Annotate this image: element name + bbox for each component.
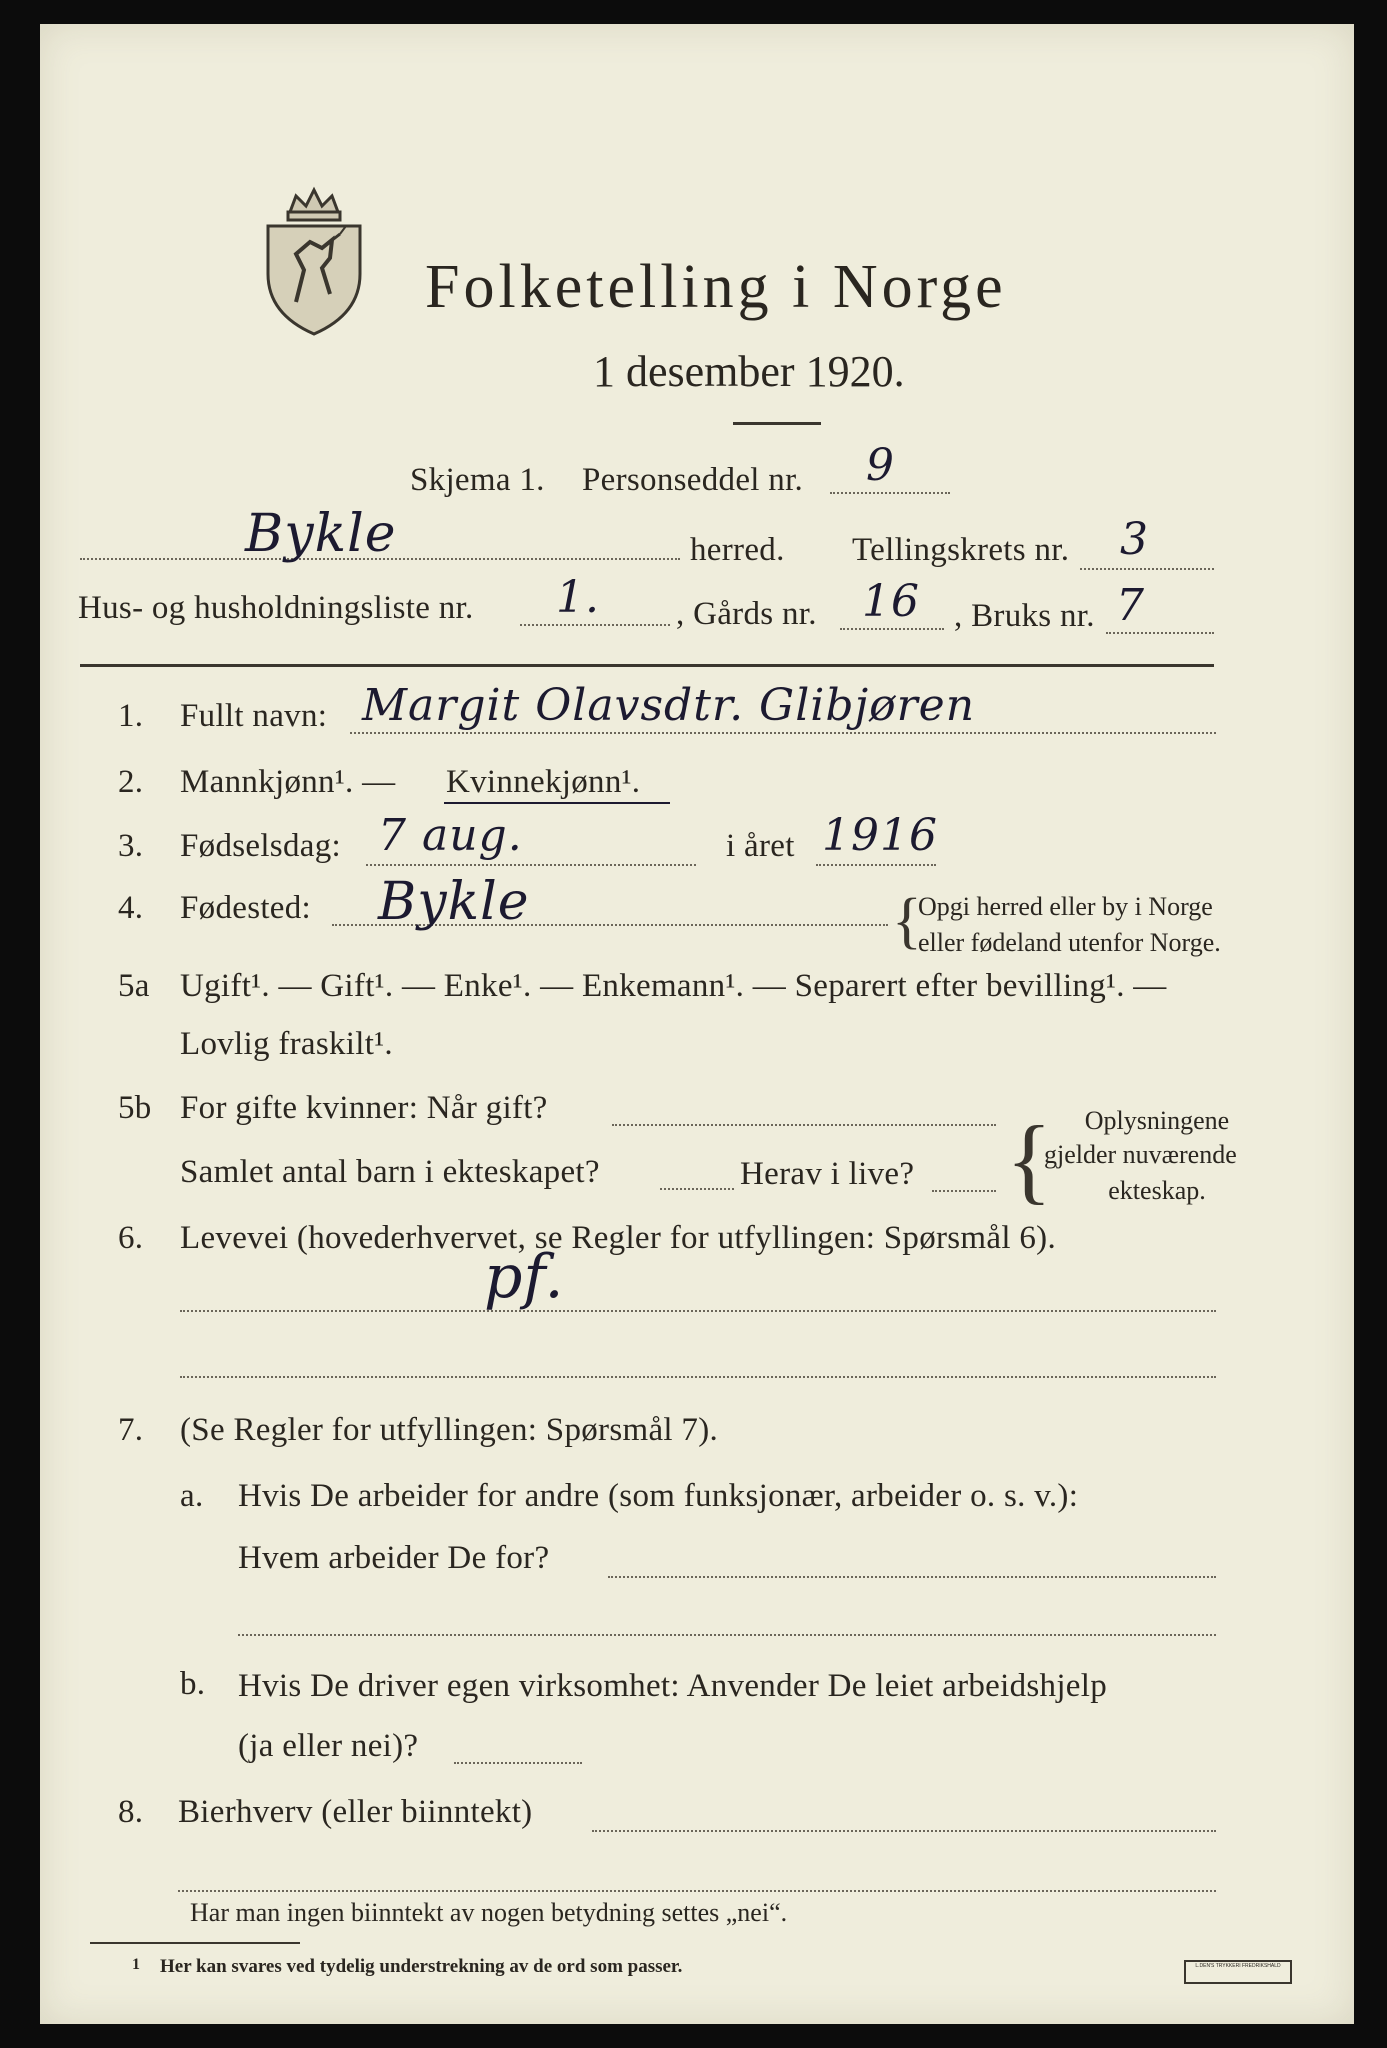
q8-label: Bierhverv (eller biinntekt)	[178, 1794, 533, 1830]
footnote-text: Her kan svares ved tydelig understrekning av de ord som passer.	[160, 1956, 683, 1977]
q3-number: 3.	[118, 828, 144, 864]
q7b-line-2: (ja eller nei)?	[238, 1728, 419, 1764]
q5a-number: 5a	[118, 968, 150, 1004]
personseddel-value: 9	[866, 440, 895, 491]
footnote-rule	[90, 1942, 300, 1944]
gards-label: , Gårds nr.	[676, 596, 817, 632]
q1-label: Fullt navn:	[180, 698, 328, 734]
gards-value: 16	[862, 576, 920, 627]
bruks-label: , Bruks nr.	[954, 598, 1095, 634]
q7a-letter: a.	[180, 1478, 204, 1514]
personseddel-label: Personseddel nr.	[582, 462, 804, 498]
q5b-line-1: For gifte kvinner: Når gift?	[180, 1090, 548, 1126]
form-title: Folketelling i Norge	[425, 253, 1007, 321]
bruks-value: 7	[1116, 580, 1145, 631]
skjema-label: Skjema 1.	[410, 462, 545, 498]
q7a-line-1: Hvis De arbeider for andre (som funksjonær, arbeider o. s. v.):	[238, 1478, 1079, 1514]
levevei-value: pf.	[484, 1242, 565, 1312]
q5a-line-2: Lovlig fraskilt¹.	[180, 1026, 393, 1062]
footer-note: Har man ingen biinntekt av nogen betydning settes „nei“.	[190, 1898, 788, 1927]
q6-number: 6.	[118, 1220, 144, 1256]
tellingskrets-label: Tellingskrets nr.	[852, 532, 1070, 568]
herred-label: herred.	[690, 532, 785, 568]
full-name-value: Margit Olavsdtr. Glibjøren	[362, 680, 976, 731]
q8-number: 8.	[118, 1794, 144, 1830]
birthday-value: 7 aug.	[378, 810, 523, 861]
q7b-line-1: Hvis De driver egen virksomhet: Anvender De leiet arbeidshjelp	[238, 1668, 1108, 1704]
q5b-number: 5b	[118, 1090, 152, 1126]
q3-label: Fødselsdag:	[180, 828, 341, 864]
q4-label: Fødested:	[180, 890, 312, 926]
q5b-note-2: gjelder nuværende	[1044, 1140, 1237, 1169]
q2-female-label: Kvinnekjønn¹.	[446, 764, 641, 800]
female-underline	[444, 802, 670, 804]
q5b-herav: Herav i live?	[740, 1156, 915, 1192]
q4-number: 4.	[118, 890, 144, 926]
herred-value: Bykle	[245, 504, 397, 564]
q7b-letter: b.	[180, 1666, 206, 1702]
year-label: i året	[726, 828, 795, 864]
title-divider	[733, 422, 821, 425]
q4-note-2: eller fødeland utenfor Norge.	[918, 928, 1221, 957]
husliste-value: 1.	[556, 572, 600, 623]
q7a-line-2: Hvem arbeider De for?	[238, 1540, 550, 1576]
birthplace-value: Bykle	[378, 872, 530, 932]
q7-label: (Se Regler for utfyllingen: Spørsmål 7).	[180, 1412, 719, 1448]
q6-label: Levevei (hovederhvervet, se Regler for utfyllingen: Spørsmål 6).	[180, 1220, 1057, 1256]
q5b-note-3: ekteskap.	[1108, 1176, 1206, 1205]
coat-of-arms-icon	[260, 182, 368, 337]
q5b-line-2: Samlet antal barn i ekteskapet?	[180, 1154, 600, 1190]
footnote-mark: 1	[132, 1956, 140, 1973]
q7-number: 7.	[118, 1412, 144, 1448]
q2-number: 2.	[118, 764, 144, 800]
printer-stamp: L.DEN'S TRYKKERI FREDRIKSHALD	[1184, 1960, 1292, 1984]
q5a-line-1: Ugift¹. — Gift¹. — Enke¹. — Enkemann¹. — Separert efter bevilling¹. —	[180, 968, 1167, 1004]
tellingskrets-value: 3	[1120, 514, 1149, 565]
header-rule	[80, 664, 1214, 667]
q5b-note-1: Oplysningene	[1084, 1106, 1230, 1135]
census-date: 1 desember 1920.	[593, 347, 905, 396]
husliste-label: Hus- og husholdningsliste nr.	[78, 590, 474, 626]
q4-note-1: Opgi herred eller by i Norge	[918, 892, 1213, 921]
q2-male-label: Mannkjønn¹. —	[180, 764, 396, 800]
census-form: Folketelling i Norge 1 desember 1920. Skjema 1. Personseddel nr. 9 Bykle herred. Tellingskrets nr. 3 Hus- og husholdningsliste nr. 1. , Gårds nr. 16 , Bruks nr. 7 1. Fullt navn: Margit Olavsdtr. Glibjøren 2. Mannkjønn¹. — Kvinnekjønn¹. 3. Fødselsdag: 7 aug. i året 1916 4. Fødested: Bykle { Opgi herred eller by i Norge eller fødeland utenfor Norge. 5a Ugift¹. — Gift¹. — Enke¹. — Enkemann¹. — Separert efter bevilling¹. — Lovlig fraskilt¹. 5b For gifte kvinner: Når gift? Samlet antal barn i ekteskapet? Herav i live? { Oplysningene gjelder nuværende ekteskap. 6. Levevei (hovederhvervet, se Regler for utfyllingen: Spørsmål 6). pf. 7. (Se Regler for utfyllingen: Spørsmål 7). a. Hvis De arbeider for andre (som funksjonær, arbeider o. s. v.): Hvem arbeider De for? b. Hvis De driver egen virksomhet: Anvender De leiet arbeidshjelp (ja eller nei)? 8. Bierhverv (eller biinntekt) Har man ingen biinntekt av nogen betydning settes „nei“. 1 Her kan svares ved tydelig understrekning av de ord som passer. L.DEN'S TRYKKERI FREDRIKSHALD	[40, 24, 1354, 2024]
year-value: 1916	[822, 810, 938, 861]
q1-number: 1.	[118, 698, 144, 734]
